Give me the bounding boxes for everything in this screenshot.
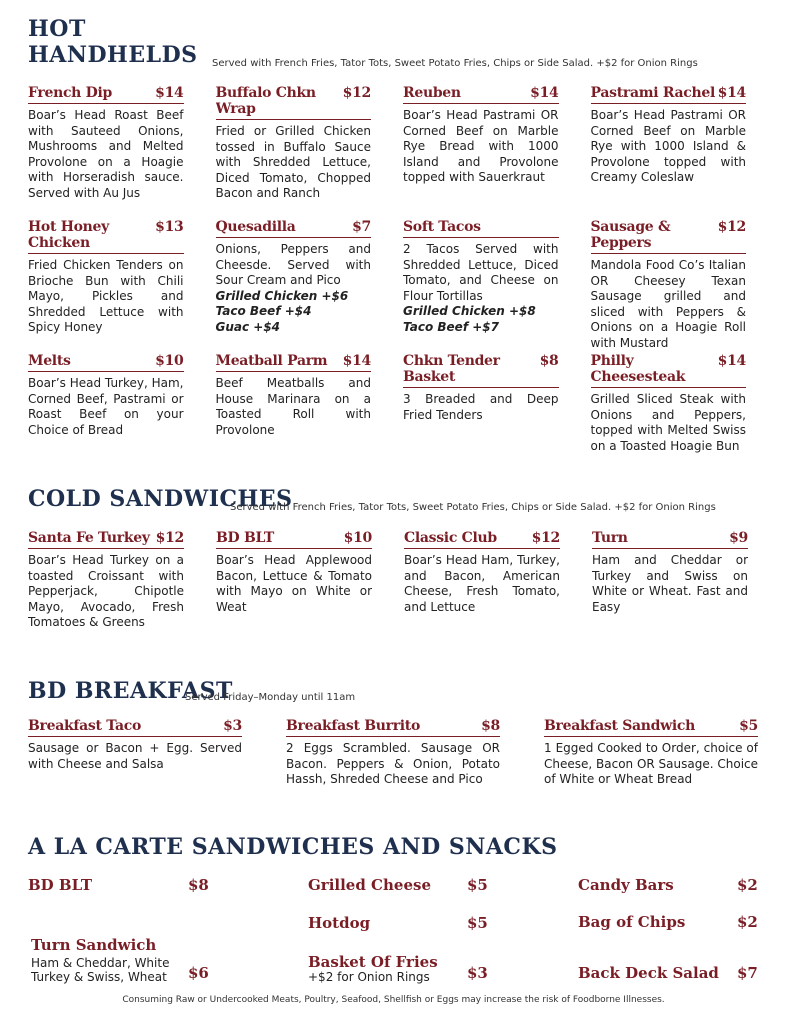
menu-item-french-dip xyxy=(28,85,184,219)
alc-bag-of-chips-name: Bag of Chips xyxy=(578,913,686,931)
menu-item-turn xyxy=(592,530,748,631)
menu-item-bd-blt xyxy=(216,530,372,631)
menu-item-header xyxy=(544,718,758,737)
menu-item-name: Turn xyxy=(592,530,628,546)
alc-turn-desc-line1: Ham & Cheddar, White xyxy=(31,956,170,970)
menu-item-price: $12 xyxy=(717,219,746,235)
footer-disclaimer: Consuming Raw or Undercooked Meats, Poultry, Seafood, Shellfish or Eggs may increase the risk of Foodborne Illnesses. xyxy=(122,995,665,1005)
menu-item-description: Boar’s Head Roast Beef with Sauteed Onions, Mushrooms and Melted Provolone on a Hoagie with Horseradish sauce. Served with Au Jus xyxy=(28,108,184,200)
breakfast-note: Served Friday–Monday until 11am xyxy=(185,692,356,703)
alc-basket-of-fries-name: Basket Of Fries xyxy=(308,953,438,971)
menu-item-breakfast-burrito xyxy=(286,718,500,788)
menu-item-soft-tacos xyxy=(403,219,559,353)
menu-item-header xyxy=(591,219,747,254)
menu-item-price: $5 xyxy=(739,718,758,734)
cold-sandwiches-grid xyxy=(28,530,748,631)
menu-item-name: Buffalo Chkn Wrap xyxy=(215,85,316,117)
menu-item-header xyxy=(591,353,747,388)
alc-turn-sandwich-desc xyxy=(31,956,169,984)
menu-item-name: Philly Cheesesteak xyxy=(590,353,686,385)
menu-item-name: Hot Honey Chicken xyxy=(28,219,109,251)
menu-item-description: 1 Egged Cooked to Order, choice of Cheese, Bacon OR Sausage. Choice of White or Wheat Bread xyxy=(544,741,758,787)
alc-turn-sandwich-name: Turn Sandwich xyxy=(31,936,157,954)
menu-item-addon: Grilled Chicken +$6 xyxy=(215,288,349,303)
menu-item-description: Beef Meatballs and House Marinara on a Toasted Roll with Provolone xyxy=(215,376,371,437)
menu-item-description: Boar’s Head Turkey on a toasted Croissant with Pepperjack, Chipotle Mayo, Avocado, Fresh Tomatoes & Greens xyxy=(28,553,184,630)
hot-handhelds-title xyxy=(28,16,198,68)
menu-item-name: Santa Fe Turkey xyxy=(28,530,150,546)
alc-turn-desc-line2: Turkey & Swiss, Wheat xyxy=(31,970,167,984)
menu-item-price: $3 xyxy=(223,718,242,734)
hot-handhelds-note: Served with French Fries, Tator Tots, Sweet Potato Fries, Chips or Side Salad. +$2 for Onion Rings xyxy=(212,58,698,69)
menu-item-header xyxy=(28,353,184,372)
menu-item-header xyxy=(286,718,500,737)
breakfast-grid xyxy=(28,718,758,788)
menu-item-header xyxy=(28,530,184,549)
alc-bd-blt-name: BD BLT xyxy=(28,876,93,894)
menu-item-name: BD BLT xyxy=(216,530,275,546)
menu-item-price: $8 xyxy=(539,353,559,369)
menu-item-sausage-peppers xyxy=(591,219,747,353)
menu-item-price: $14 xyxy=(717,353,746,369)
alc-bag-of-chips-price: $2 xyxy=(737,913,758,931)
menu-item-price: $12 xyxy=(155,530,184,546)
menu-item-description: 2 Tacos Served with Shredded Lettuce, Diced Tomato, and Cheese on Flour Tortillas xyxy=(403,242,559,303)
menu-item-price: $7 xyxy=(352,219,371,235)
menu-item-price: $9 xyxy=(729,530,748,546)
cold-sandwiches-note: Served with French Fries, Tator Tots, Sweet Potato Fries, Chips or Side Salad. +$2 for Onion Rings xyxy=(230,502,716,513)
menu-item-name: Soft Tacos xyxy=(403,219,481,235)
alacarte-title: A LA CARTE SANDWICHES AND SNACKS xyxy=(28,834,558,860)
menu-item-description: Mandola Food Co’s Italian OR Cheesey Texan Sausage grilled and sliced with Peppers & Onions on a Hoagie Roll with Mustard xyxy=(590,258,746,350)
hot-handhelds-grid xyxy=(28,85,746,463)
menu-item-name: Reuben xyxy=(403,85,461,101)
menu-item-description: Ham and Cheddar or Turkey and Swiss on White or Wheat. Fast and Easy xyxy=(592,553,748,614)
menu-item-header xyxy=(403,353,559,388)
menu-item-pastrami-rachel xyxy=(591,85,747,219)
menu-item-price: $13 xyxy=(155,219,184,235)
menu-item-price: $12 xyxy=(531,530,560,546)
alc-basket-of-fries-price: $3 xyxy=(467,964,488,982)
menu-item-description: 3 Breaded and Deep Fried Tenders xyxy=(403,392,559,422)
menu-item-header xyxy=(28,85,184,104)
menu-item-price: $10 xyxy=(155,353,184,369)
menu-item-name: Quesadilla xyxy=(215,219,296,235)
alc-hotdog-name: Hotdog xyxy=(308,914,371,932)
menu-item-header xyxy=(216,530,372,549)
menu-item-name: Chkn Tender Basket xyxy=(403,353,500,385)
menu-item-header xyxy=(403,219,559,238)
menu-item-description: Grilled Sliced Steak with Onions and Peppers, topped with Melted Swiss on a Toasted Hoagie Bun xyxy=(590,392,746,453)
menu-item-description: Boar’s Head Ham, Turkey, and Bacon, American Cheese, Fresh Tomato, and Lettuce xyxy=(404,553,560,614)
menu-item-name: Pastrami Rachel xyxy=(590,85,715,101)
menu-item-addon: Guac +$4 xyxy=(215,319,281,334)
menu-item-price: $14 xyxy=(155,85,184,101)
menu-item-name: Breakfast Burrito xyxy=(286,718,420,734)
menu-item-price: $8 xyxy=(481,718,500,734)
menu-item-description: Boar’s Head Pastrami OR Corned Beef on Marble Rye with 1000 Island & Provolone topped with Creamy Coleslaw xyxy=(590,108,746,185)
menu-item-name: Classic Club xyxy=(404,530,497,546)
menu-item-addon: Taco Beef +$7 xyxy=(403,319,499,334)
menu-item-header xyxy=(591,85,747,104)
cold-sandwiches-title: COLD SANDWICHES xyxy=(28,486,293,512)
menu-item-header xyxy=(404,530,560,549)
menu-item-name: Sausage & Peppers xyxy=(590,219,671,251)
menu-item-price: $14 xyxy=(342,353,371,369)
menu-item-description: 2 Eggs Scrambled. Sausage OR Bacon. Peppers & Onion, Potato Hassh, Shreded Cheese and Pico xyxy=(286,741,500,787)
menu-item-description: Sausage or Bacon + Egg. Served with Cheese and Salsa xyxy=(28,741,242,771)
menu-item-name: Breakfast Taco xyxy=(28,718,142,734)
menu-item-name: Melts xyxy=(28,353,71,369)
hot-title-line1: HOT xyxy=(28,16,86,42)
menu-item-name: Breakfast Sandwich xyxy=(544,718,696,734)
menu-item-chkn-tender-basket xyxy=(403,353,559,463)
menu-item-buffalo-chkn-wrap xyxy=(216,85,372,219)
hot-title-line2: HANDHELDS xyxy=(28,42,198,68)
menu-item-description: Boar’s Head Applewood Bacon, Lettuce & Tomato with Mayo on White or Weat xyxy=(216,553,372,614)
menu-item-addon: Grilled Chicken +$8 xyxy=(403,304,536,319)
alc-basket-of-fries-note: +$2 for Onion Rings xyxy=(308,970,430,984)
menu-item-name: Meatball Parm xyxy=(215,353,328,369)
menu-item-santa-fe-turkey xyxy=(28,530,184,631)
menu-item-header xyxy=(216,353,372,372)
alc-grilled-cheese-name: Grilled Cheese xyxy=(308,876,431,894)
menu-item-description: Fried or Grilled Chicken tossed in Buffalo Sauce with Shredded Lettuce, Diced Tomato, Chopped Bacon and Ranch xyxy=(215,124,371,201)
alc-candy-bars-name: Candy Bars xyxy=(578,876,674,894)
alc-grilled-cheese-price: $5 xyxy=(467,876,488,894)
menu-item-header xyxy=(216,85,372,120)
menu-item-price: $10 xyxy=(343,530,372,546)
menu-item-classic-club xyxy=(404,530,560,631)
menu-item-breakfast-taco xyxy=(28,718,242,788)
menu-item-price: $14 xyxy=(717,85,746,101)
menu-item-reuben xyxy=(403,85,559,219)
menu-item-addon: Taco Beef +$4 xyxy=(215,304,312,319)
alc-bd-blt-price: $8 xyxy=(188,876,209,894)
menu-item-meatball-parm xyxy=(216,353,372,463)
menu-item-description: Boar’s Head Turkey, Ham, Corned Beef, Pastrami or Roast Beef on your Choice of Bread xyxy=(28,376,184,437)
alc-back-deck-salad-price: $7 xyxy=(737,964,758,982)
alc-hotdog-price: $5 xyxy=(467,914,488,932)
breakfast-title: BD BREAKFAST xyxy=(28,678,233,704)
menu-item-description: Fried Chicken Tenders on Brioche Bun with Chili Mayo, Pickles and Shredded Lettuce with Spicy Honey xyxy=(28,258,184,335)
menu-item-description: Boar’s Head Pastrami OR Corned Beef on Marble Rye Bread with 1000 Island and Provolone topped with Sauerkraut xyxy=(403,108,559,185)
menu-item-price: $14 xyxy=(530,85,559,101)
menu-item-breakfast-sandwich xyxy=(544,718,758,788)
alc-back-deck-salad-name: Back Deck Salad xyxy=(578,964,719,982)
menu-item-philly-cheesesteak xyxy=(591,353,747,463)
menu-item-header xyxy=(592,530,748,549)
menu-item-hot-honey-chicken xyxy=(28,219,184,353)
menu-item-description: Onions, Peppers and Cheesde. Served with Sour Cream and Pico xyxy=(215,242,371,288)
menu-item-price: $12 xyxy=(342,85,371,101)
alc-candy-bars-price: $2 xyxy=(737,876,758,894)
menu-item-header xyxy=(28,219,184,254)
menu-item-header xyxy=(28,718,242,737)
alc-turn-sandwich-price: $6 xyxy=(188,964,209,982)
menu-item-melts xyxy=(28,353,184,463)
menu-item-header xyxy=(216,219,372,238)
menu-item-name: French Dip xyxy=(28,85,112,101)
menu-item-header xyxy=(403,85,559,104)
menu-item-quesadilla xyxy=(216,219,372,353)
